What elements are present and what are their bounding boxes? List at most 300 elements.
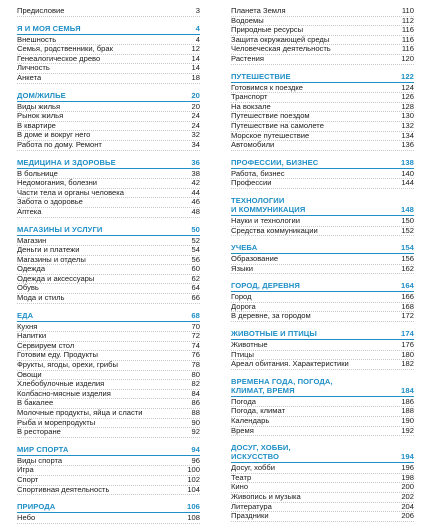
- toc-entry-label: Спортивная деятельность: [17, 485, 110, 494]
- toc-entry-label: Мода и стиль: [17, 294, 65, 303]
- toc-entry[interactable]: [231, 483, 414, 493]
- section-heading: [17, 24, 200, 33]
- toc-entry[interactable]: [17, 466, 200, 476]
- toc-entry[interactable]: [231, 360, 414, 370]
- toc-entry-page: 180: [401, 349, 414, 359]
- toc-entry-label: Профессии: [231, 179, 272, 188]
- toc-section: [17, 24, 200, 84]
- section-heading-page: 138: [401, 157, 414, 167]
- toc-entry-label: В больнице: [17, 169, 58, 178]
- toc-entry-page: 14: [191, 63, 200, 73]
- section-heading-text: МАГАЗИНЫ И УСЛУГИ: [17, 224, 103, 234]
- section-heading: [17, 158, 200, 167]
- toc-section: [17, 91, 200, 151]
- toc-entry[interactable]: [17, 55, 200, 65]
- toc-entry-page: 88: [191, 408, 200, 417]
- toc-entry[interactable]: [231, 17, 414, 27]
- section-heading-text: ПРОФЕССИИ, БИЗНЕС: [231, 157, 319, 167]
- toc-entry-page: 80: [191, 369, 200, 379]
- toc-entry-label: Семья, родственники, брак: [17, 45, 113, 54]
- toc-entry-page: 12: [191, 44, 200, 54]
- toc-entry-label: Забота о здоровье: [17, 198, 83, 207]
- toc-entry[interactable]: [231, 303, 414, 313]
- toc-entry[interactable]: [17, 131, 200, 141]
- toc-entry-page: 176: [401, 340, 414, 350]
- toc-section: [231, 196, 414, 236]
- toc-entry[interactable]: [231, 493, 414, 503]
- toc-entry-label: Рынок жилья: [17, 112, 64, 121]
- toc-entry-page: 128: [401, 101, 414, 111]
- toc-entry-label: Средства коммуникации: [231, 226, 318, 235]
- toc-entry-label: Одежда и аксессуары: [17, 274, 95, 283]
- toc-entry-label: Живопись и музыка: [231, 493, 301, 501]
- toc-entry-page: 90: [191, 417, 200, 427]
- toc-entry-label: Личность: [17, 64, 50, 73]
- toc-entry-label: Путешествие на самолете: [231, 121, 324, 130]
- toc-entry-page: 112: [401, 15, 414, 25]
- toc-entry-label: Образование: [231, 255, 279, 264]
- toc-entry[interactable]: [17, 419, 200, 429]
- toc-entry-label: Работа, бизнес: [231, 169, 285, 178]
- section-heading: [17, 502, 200, 511]
- section-heading-text: ТЕХНОЛОГИИ: [231, 195, 285, 205]
- section-heading-text: МИР СПОРТА: [17, 444, 69, 454]
- toc-entry-page: 140: [401, 168, 414, 178]
- toc-entry-page: 52: [191, 235, 200, 245]
- toc-entry[interactable]: [17, 103, 200, 113]
- toc-entry-label: Праздники: [231, 512, 269, 521]
- toc-section: [231, 329, 414, 370]
- toc-entry[interactable]: [17, 361, 200, 371]
- toc-entry[interactable]: [17, 265, 200, 275]
- toc-entry[interactable]: [17, 294, 200, 304]
- toc-entry-label: Магазин: [17, 236, 47, 245]
- toc-entry-label: Время: [231, 426, 254, 435]
- toc-entry-page: 198: [401, 472, 414, 482]
- toc-entry-page: 188: [401, 406, 414, 416]
- toc-entry[interactable]: [17, 457, 200, 467]
- toc-entry[interactable]: [231, 84, 414, 94]
- toc-entry[interactable]: [231, 55, 414, 65]
- toc-section: [17, 7, 200, 17]
- section-divider: [231, 339, 414, 340]
- toc-entry-page: 130: [401, 111, 414, 121]
- toc-entry-page: 64: [191, 283, 200, 293]
- toc-entry-label: Растения: [231, 54, 264, 63]
- toc-entry[interactable]: [17, 170, 200, 180]
- toc-entry-label: Молочные продукты, яйца и сласти: [17, 409, 143, 417]
- toc-entry-page: 120: [401, 53, 414, 63]
- toc-entry-page: 206: [401, 511, 414, 521]
- toc-entry[interactable]: [231, 122, 414, 132]
- toc-entry-page: 150: [401, 215, 414, 225]
- toc-entry-page: 62: [191, 273, 200, 283]
- toc-entry-page: 34: [191, 139, 200, 149]
- toc-entry-page: 44: [191, 187, 200, 197]
- section-heading-page: 36: [191, 157, 200, 167]
- toc-entry-page: 168: [401, 301, 414, 311]
- toc-entry-label: Птицы: [231, 350, 254, 359]
- toc-entry-page: 204: [401, 501, 414, 511]
- toc-entry-label: Путешествие поездом: [231, 112, 310, 121]
- toc-entry-label: На вокзале: [231, 102, 271, 111]
- section-heading: [17, 225, 200, 234]
- section-heading-page: 184: [401, 385, 414, 395]
- toc-section: [231, 7, 414, 65]
- toc-entry-label: Готовимся к поездке: [231, 83, 303, 92]
- toc-entry[interactable]: [17, 486, 200, 496]
- section-heading-text: ИСКУССТВО: [231, 452, 280, 462]
- toc-entry[interactable]: [17, 428, 200, 438]
- toc-entry[interactable]: [17, 351, 200, 361]
- toc-entry-label: В доме и вокруг него: [17, 131, 91, 140]
- toc-entry[interactable]: [17, 208, 200, 218]
- toc-entry[interactable]: [231, 341, 414, 351]
- toc-entry-page: 116: [401, 34, 414, 44]
- toc-entry-label: Литература: [231, 502, 272, 511]
- toc-entry[interactable]: [231, 36, 414, 46]
- section-heading-text: ПУТЕШЕСТВИЕ: [231, 71, 291, 81]
- toc-entry-label: Досуг, хобби: [231, 464, 275, 473]
- toc-entry-page: 172: [401, 311, 414, 321]
- toc-entry-page: 76: [191, 350, 200, 360]
- toc-entry[interactable]: [17, 409, 200, 419]
- toc-entry-label: Рыба и морепродукты: [17, 418, 96, 427]
- toc-entry-page: 152: [401, 225, 414, 235]
- toc-section: [231, 72, 414, 151]
- toc-entry-label: Планета Земля: [231, 7, 286, 15]
- toc-entry-label: Аптека: [17, 207, 42, 216]
- toc-entry-label: Транспорт: [231, 93, 268, 102]
- toc-entry-page: 200: [401, 482, 414, 492]
- toc-entry[interactable]: [17, 122, 200, 132]
- toc-entry-page: 84: [191, 388, 200, 398]
- toc-entry[interactable]: [231, 132, 414, 142]
- section-divider: [17, 34, 200, 35]
- toc-entry-page: 162: [401, 263, 414, 273]
- toc-entry-page: 186: [401, 396, 414, 406]
- section-heading-page: 148: [401, 204, 414, 214]
- toc-entry[interactable]: [231, 503, 414, 513]
- toc-entry[interactable]: [231, 512, 414, 522]
- toc-entry-label: Напитки: [17, 332, 47, 341]
- section-divider: [231, 168, 414, 169]
- toc-entry-page: 134: [401, 130, 414, 140]
- section-heading-page: 122: [401, 71, 414, 81]
- toc-entry[interactable]: [231, 26, 414, 36]
- toc-entry-page: 192: [401, 425, 414, 435]
- section-heading-page: 194: [401, 452, 414, 462]
- toc-entry[interactable]: [17, 399, 200, 409]
- toc-entry[interactable]: [17, 390, 200, 400]
- section-heading-text: ЖИВОТНЫЕ И ПТИЦЫ: [231, 329, 317, 339]
- toc-entry[interactable]: [17, 179, 200, 189]
- toc-entry-page: 82: [191, 379, 200, 389]
- toc-entry-label: Виды жилья: [17, 102, 61, 111]
- section-heading-page: 174: [401, 329, 414, 339]
- toc-entry[interactable]: [231, 427, 414, 437]
- toc-entry-page: 42: [191, 178, 200, 188]
- section-heading-page: 4: [195, 23, 200, 33]
- toc-entry-label: Кухня: [17, 322, 38, 331]
- toc-entry[interactable]: [17, 476, 200, 486]
- toc-entry[interactable]: [231, 464, 414, 474]
- section-heading: [17, 91, 200, 100]
- section-heading-page: 68: [191, 310, 200, 320]
- toc-entry-label: Дорога: [231, 302, 256, 311]
- toc-entry-label: Календарь: [231, 417, 270, 426]
- section-heading-text: ВРЕМЕНА ГОДА, ПОГОДА,: [231, 376, 333, 386]
- section-divider: [231, 462, 414, 463]
- toc-entry[interactable]: [231, 351, 414, 361]
- section-divider: [231, 253, 414, 254]
- toc-entry-page: 116: [401, 44, 414, 54]
- section-heading-page: 20: [191, 90, 200, 100]
- toc-entry-page: 124: [401, 82, 414, 92]
- toc-entry[interactable]: [231, 7, 414, 17]
- section-heading: [231, 243, 414, 252]
- section-heading-text: ПРИРОДА: [17, 502, 56, 512]
- toc-entry-page: 48: [191, 206, 200, 216]
- section-heading: [231, 158, 414, 167]
- toc-entry-label: Спорт: [17, 475, 39, 484]
- toc-entry[interactable]: [17, 256, 200, 266]
- toc-entry-label: Языки: [231, 264, 253, 273]
- toc-entry[interactable]: [17, 332, 200, 342]
- section-divider: [17, 455, 200, 456]
- toc-entry-page: 72: [191, 331, 200, 341]
- toc-entry-page: 3: [195, 6, 200, 15]
- section-heading: [17, 311, 200, 320]
- toc-entry[interactable]: [231, 265, 414, 275]
- toc-entry-page: 66: [191, 293, 200, 303]
- toc-entry-page: 182: [401, 359, 414, 369]
- toc-entry-label: Сервируем стол: [17, 341, 75, 350]
- toc-entry-label: Автомобили: [231, 141, 275, 150]
- toc-section: [231, 243, 414, 274]
- section-heading-text: МЕДИЦИНА И ЗДОРОВЬЕ: [17, 157, 116, 167]
- toc-entry-label: Внешность: [17, 35, 57, 44]
- toc-entry[interactable]: [17, 7, 200, 17]
- toc-section: [231, 281, 414, 322]
- toc-entry[interactable]: [17, 36, 200, 46]
- section-heading-text: ЕДА: [17, 310, 34, 320]
- toc-entry-page: 166: [401, 292, 414, 302]
- section-heading: [231, 452, 414, 461]
- toc-entry[interactable]: [231, 398, 414, 408]
- toc-entry-page: 46: [191, 197, 200, 207]
- toc-entry[interactable]: [231, 407, 414, 417]
- toc-entry-label: Морское путешествие: [231, 131, 310, 140]
- toc-entry-label: Генеалогическое древо: [17, 54, 101, 63]
- toc-entry[interactable]: [231, 103, 414, 113]
- toc-entry[interactable]: [17, 141, 200, 151]
- section-heading: [231, 386, 414, 395]
- toc-entry-label: Человеческая деятельность: [231, 45, 331, 54]
- toc-entry[interactable]: [231, 217, 414, 227]
- toc-entry[interactable]: [231, 141, 414, 151]
- toc-entry-label: В ресторане: [17, 428, 61, 437]
- toc-entry-page: 54: [191, 245, 200, 255]
- toc-entry-page: 18: [191, 72, 200, 82]
- toc-entry-page: 116: [401, 25, 414, 35]
- toc-entry-page: 20: [191, 101, 200, 111]
- toc-entry[interactable]: [231, 417, 414, 427]
- toc-entry-page: 24: [191, 111, 200, 121]
- section-divider: [231, 215, 414, 216]
- toc-entry[interactable]: [17, 45, 200, 55]
- toc-entry-label: Защита окружающей среды: [231, 35, 330, 44]
- toc-section: [17, 445, 200, 495]
- toc-entry-label: В квартире: [17, 121, 56, 130]
- toc-entry-label: Одежда: [17, 265, 46, 274]
- toc-entry-label: Деньги и платежи: [17, 246, 80, 255]
- toc-entry-label: Небо: [17, 514, 36, 523]
- toc-entry-page: 38: [191, 168, 200, 178]
- toc-entry[interactable]: [17, 380, 200, 390]
- toc-entry-label: Город: [231, 293, 252, 302]
- section-heading: [231, 377, 414, 386]
- toc-entry[interactable]: [17, 371, 200, 381]
- section-heading-page: 106: [187, 502, 200, 512]
- toc-entry[interactable]: [17, 246, 200, 256]
- section-divider: [231, 82, 414, 83]
- toc-entry[interactable]: [17, 342, 200, 352]
- section-divider: [17, 235, 200, 236]
- toc-section: [17, 225, 200, 304]
- toc-section: [17, 158, 200, 218]
- toc-entry[interactable]: [17, 284, 200, 294]
- toc-entry-page: 100: [187, 465, 200, 475]
- toc-entry-page: 92: [191, 427, 200, 437]
- toc-column-left: [17, 7, 200, 524]
- toc-entry-page: 96: [191, 455, 200, 465]
- section-heading: [231, 443, 414, 452]
- toc-entry-label: Фрукты, ягоды, орехи, грибы: [17, 361, 118, 370]
- toc-entry-page: 56: [191, 254, 200, 264]
- toc-entry-page: 86: [191, 398, 200, 408]
- section-heading-page: 164: [401, 281, 414, 291]
- section-heading-page: 94: [191, 444, 200, 454]
- toc-entry-page: 60: [191, 264, 200, 274]
- toc-section: [231, 443, 414, 522]
- section-heading: [17, 445, 200, 454]
- toc-entry-page: 136: [401, 140, 414, 150]
- toc-entry-label: Магазины и отделы: [17, 255, 86, 264]
- toc-entry[interactable]: [231, 93, 414, 103]
- toc-entry-page: 78: [191, 360, 200, 370]
- section-divider: [231, 291, 414, 292]
- toc-entry-label: Кино: [231, 483, 249, 492]
- toc-entry-label: Обувь: [17, 284, 39, 293]
- toc-entry-page: 108: [187, 513, 200, 523]
- section-divider: [17, 101, 200, 102]
- toc-entry-label: Природные ресурсы: [231, 26, 304, 35]
- section-heading: [231, 329, 414, 338]
- toc-entry-page: 126: [401, 92, 414, 102]
- toc-entry-page: 4: [195, 34, 200, 44]
- toc-entry-label: В деревне, за городом: [231, 312, 311, 321]
- section-heading-text: КЛИМАТ, ВРЕМЯ: [231, 385, 295, 395]
- toc-entry-label: Овощи: [17, 370, 42, 379]
- toc-entry-label: Театр: [231, 473, 252, 482]
- toc-entry[interactable]: [17, 64, 200, 74]
- toc-entry[interactable]: [231, 112, 414, 122]
- toc-entry[interactable]: [17, 275, 200, 285]
- toc-entry[interactable]: [17, 514, 200, 524]
- toc-entry[interactable]: [231, 255, 414, 265]
- section-heading-text: ДОМ/ЖИЛЬЕ: [17, 90, 66, 100]
- toc-entry[interactable]: [231, 312, 414, 322]
- toc-entry[interactable]: [231, 474, 414, 484]
- toc-entry-label: Недомогания, болезни: [17, 179, 98, 188]
- toc-entry-page: 74: [191, 340, 200, 350]
- toc-entry-label: Виды спорта: [17, 456, 63, 465]
- toc-entry-label: Животные: [231, 341, 268, 350]
- toc-entry[interactable]: [17, 74, 200, 84]
- section-heading: [231, 72, 414, 81]
- toc-entry-page: 70: [191, 321, 200, 331]
- section-heading-text: И КОММУНИКАЦИЯ: [231, 204, 306, 214]
- section-heading-page: 154: [401, 243, 414, 253]
- section-heading-page: 50: [191, 224, 200, 234]
- toc-entry[interactable]: [231, 170, 414, 180]
- toc-entry[interactable]: [231, 45, 414, 55]
- section-heading-text: Я И МОЯ СЕМЬЯ: [17, 23, 81, 33]
- toc-section: [231, 377, 414, 436]
- toc-entry[interactable]: [17, 323, 200, 333]
- toc-entry-label: Анкета: [17, 73, 42, 82]
- toc-entry-label: Работа по дому. Ремонт: [17, 140, 102, 149]
- section-heading: [231, 205, 414, 214]
- toc-entry-label: Ареал обитания. Характеристики: [231, 360, 349, 369]
- toc-entry-label: Колбасно-мясные изделия: [17, 389, 111, 398]
- toc-entry-page: 144: [401, 178, 414, 188]
- toc-entry-page: 104: [187, 484, 200, 494]
- toc-section: [231, 158, 414, 189]
- toc-entry[interactable]: [17, 198, 200, 208]
- toc-entry-label: Предисловие: [17, 7, 65, 15]
- toc-entry[interactable]: [231, 179, 414, 189]
- toc-entry-label: Части тела и органы человека: [17, 188, 124, 197]
- toc-entry-label: Погода, климат: [231, 407, 286, 416]
- toc-entry[interactable]: [17, 112, 200, 122]
- toc-entry[interactable]: [231, 227, 414, 237]
- toc-entry-page: 102: [187, 474, 200, 484]
- toc-entry-label: Водоемы: [231, 16, 264, 25]
- toc-entry-label: Науки и технологии: [231, 216, 300, 225]
- toc-entry-page: 132: [401, 120, 414, 130]
- section-heading-text: УЧЕБА: [231, 243, 258, 253]
- toc-entry[interactable]: [231, 293, 414, 303]
- section-divider: [17, 512, 200, 513]
- toc-section: [17, 311, 200, 438]
- toc-entry-page: 14: [191, 53, 200, 63]
- toc-section: [17, 502, 200, 524]
- toc-entry-page: 32: [191, 130, 200, 140]
- section-heading: [231, 281, 414, 290]
- toc-entry-label: В бакалее: [17, 399, 54, 408]
- toc-entry-page: 202: [401, 492, 414, 501]
- section-heading-text: ДОСУГ, ХОББИ,: [231, 443, 291, 453]
- toc-entry-label: Игра: [17, 466, 34, 475]
- toc-entry[interactable]: [17, 237, 200, 247]
- toc-entry-label: Погода: [231, 397, 256, 406]
- section-divider: [17, 321, 200, 322]
- toc-entry-label: Хлебобулочные изделия: [17, 380, 105, 389]
- toc-column-right: [231, 7, 414, 522]
- toc-entry[interactable]: [17, 189, 200, 199]
